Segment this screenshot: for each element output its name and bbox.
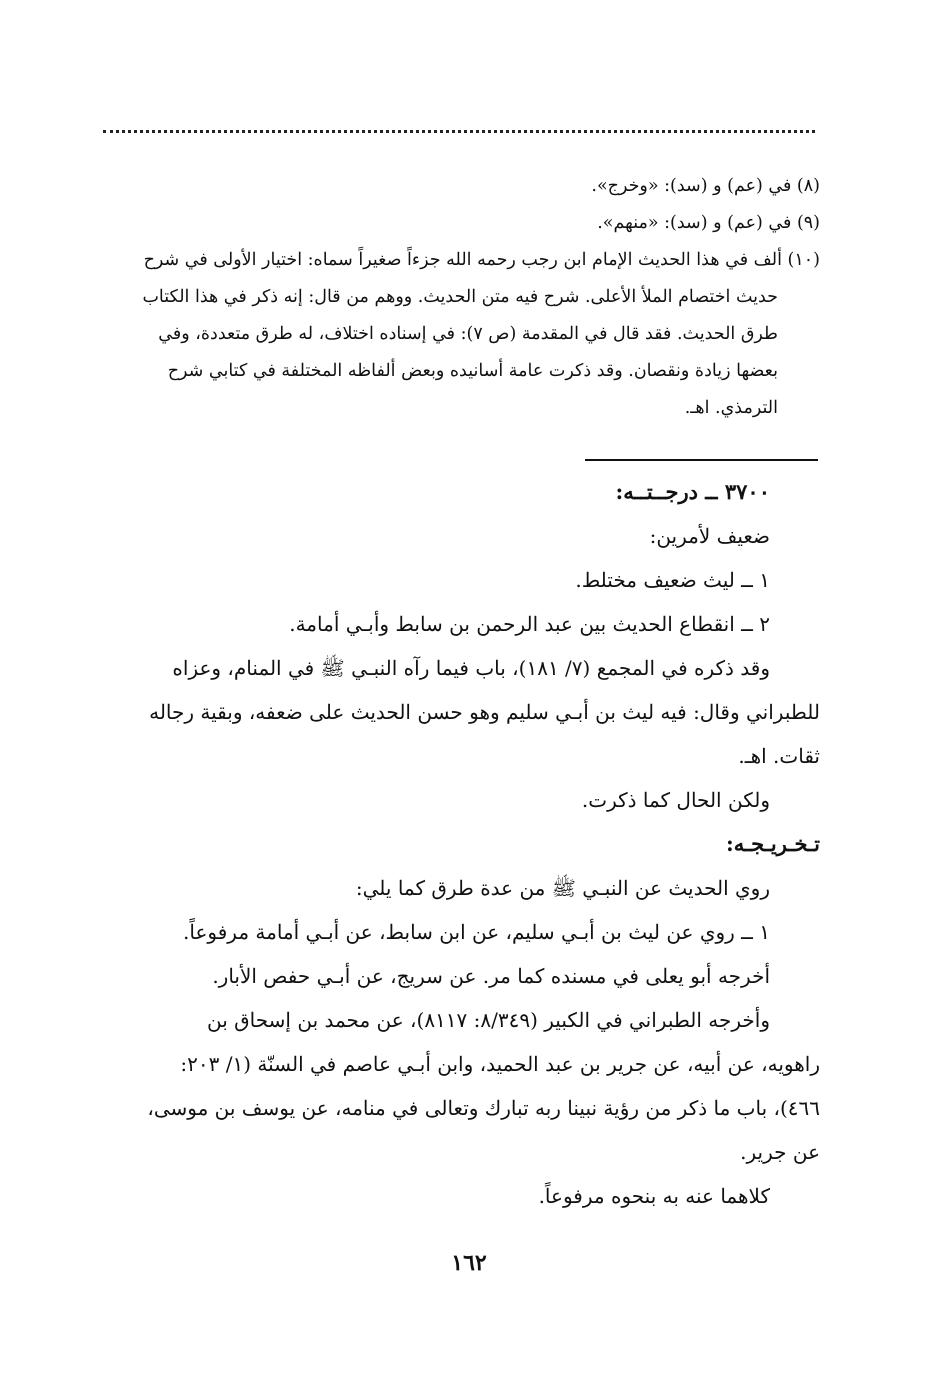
conclusion: ولكن الحال كما ذكرت.	[581, 788, 770, 812]
grade-heading: ٣٧٠٠ ــ درجــتــه:	[615, 479, 770, 504]
abu-yala: أخرجه أبو يعلى في مسنده كما مر. عن سريج، عن أبـي حفص الأبار.	[212, 964, 770, 988]
path-1: ١ ــ روي عن ليث بن أبـي سليم، عن ابن سابط، عن أبـي أمامة مرفوعاً.	[183, 920, 770, 944]
tabarani-line-2: راهويه، عن أبيه، عن جرير بن عبد الحميد، وابن أبـي عاصم في السنّة (١/ ٢٠٣:	[180, 1052, 820, 1076]
both-conclusion: كلاهما عنه به بنحوه مرفوعاً.	[538, 1184, 770, 1208]
page-number: ١٦٢	[451, 1250, 487, 1276]
footnotes	[100, 168, 820, 427]
takhrij-heading: تـخـريـجـه:	[725, 831, 820, 856]
takhrij-intro: روي الحديث عن النبـي ﷺ من عدة طرق كما يلي:	[355, 876, 770, 900]
tabarani-line-1: وأخرجه الطبراني في الكبير (٨/٣٤٩: ٨١١٧)، عن محمد بن إسحاق بن	[207, 1008, 770, 1032]
footnote-10-continuation	[100, 279, 820, 427]
reason-2: ٢ ــ انقطاع الحديث بين عبد الرحمن بن سابط وأبـي أمامة.	[289, 612, 770, 636]
footnote-10-first-line: (١٠) ألف في هذا الحديث الإمام ابن رجب رحمه الله جزءاً صغيراً سماه: اختيار الأولى في شرح	[143, 250, 820, 270]
majma-line-2: للطبراني وقال: فيه ليث بن أبـي سليم وهو حسن الحديث على ضعفه، وبقية رجاله	[149, 700, 820, 724]
tabarani-line-4: عن جرير.	[740, 1140, 820, 1164]
grade-intro: ضعيف لأمرين:	[649, 524, 770, 548]
footnote-10-line: طرق الحديث. فقد قال في المقدمة (ص ٧): في إسناده اختلاف، له طرق متعددة، وفي	[158, 324, 778, 344]
majma-line-1: وقد ذكره في المجمع (٧/ ١٨١)، باب فيما رآه النبـي ﷺ في المنام، وعزاه	[172, 656, 770, 680]
main-text	[98, 470, 820, 1218]
majma-line-3: ثقات. اهـ.	[738, 744, 820, 768]
footnote-8: (٨) في (عم) و (سد): «وخرج».	[591, 176, 820, 196]
section-separator	[585, 459, 818, 461]
tabarani-line-3: ٤٦٦)، باب ما ذكر من رؤية نبينا ربه تبارك وتعالى في منامه، عن يوسف بن موسى،	[147, 1096, 820, 1120]
footnote-10-line: حديث اختصام الملأ الأعلى. شرح فيه متن الحديث. ووهم من قال: إنه ذكر في هذا الكتاب	[142, 287, 778, 307]
dotted-separator	[103, 130, 815, 133]
reason-1: ١ ــ ليث ضعيف مختلط.	[575, 568, 770, 592]
footnote-9: (٩) في (عم) و (سد): «منهم».	[597, 213, 820, 233]
footnote-10-line: بعضها زيادة ونقصان. وقد ذكرت عامة أسانيده وبعض ألفاظه المختلفة في كتابي شرح	[167, 361, 778, 381]
footnote-10-line: الترمذي. اهـ.	[684, 398, 778, 418]
